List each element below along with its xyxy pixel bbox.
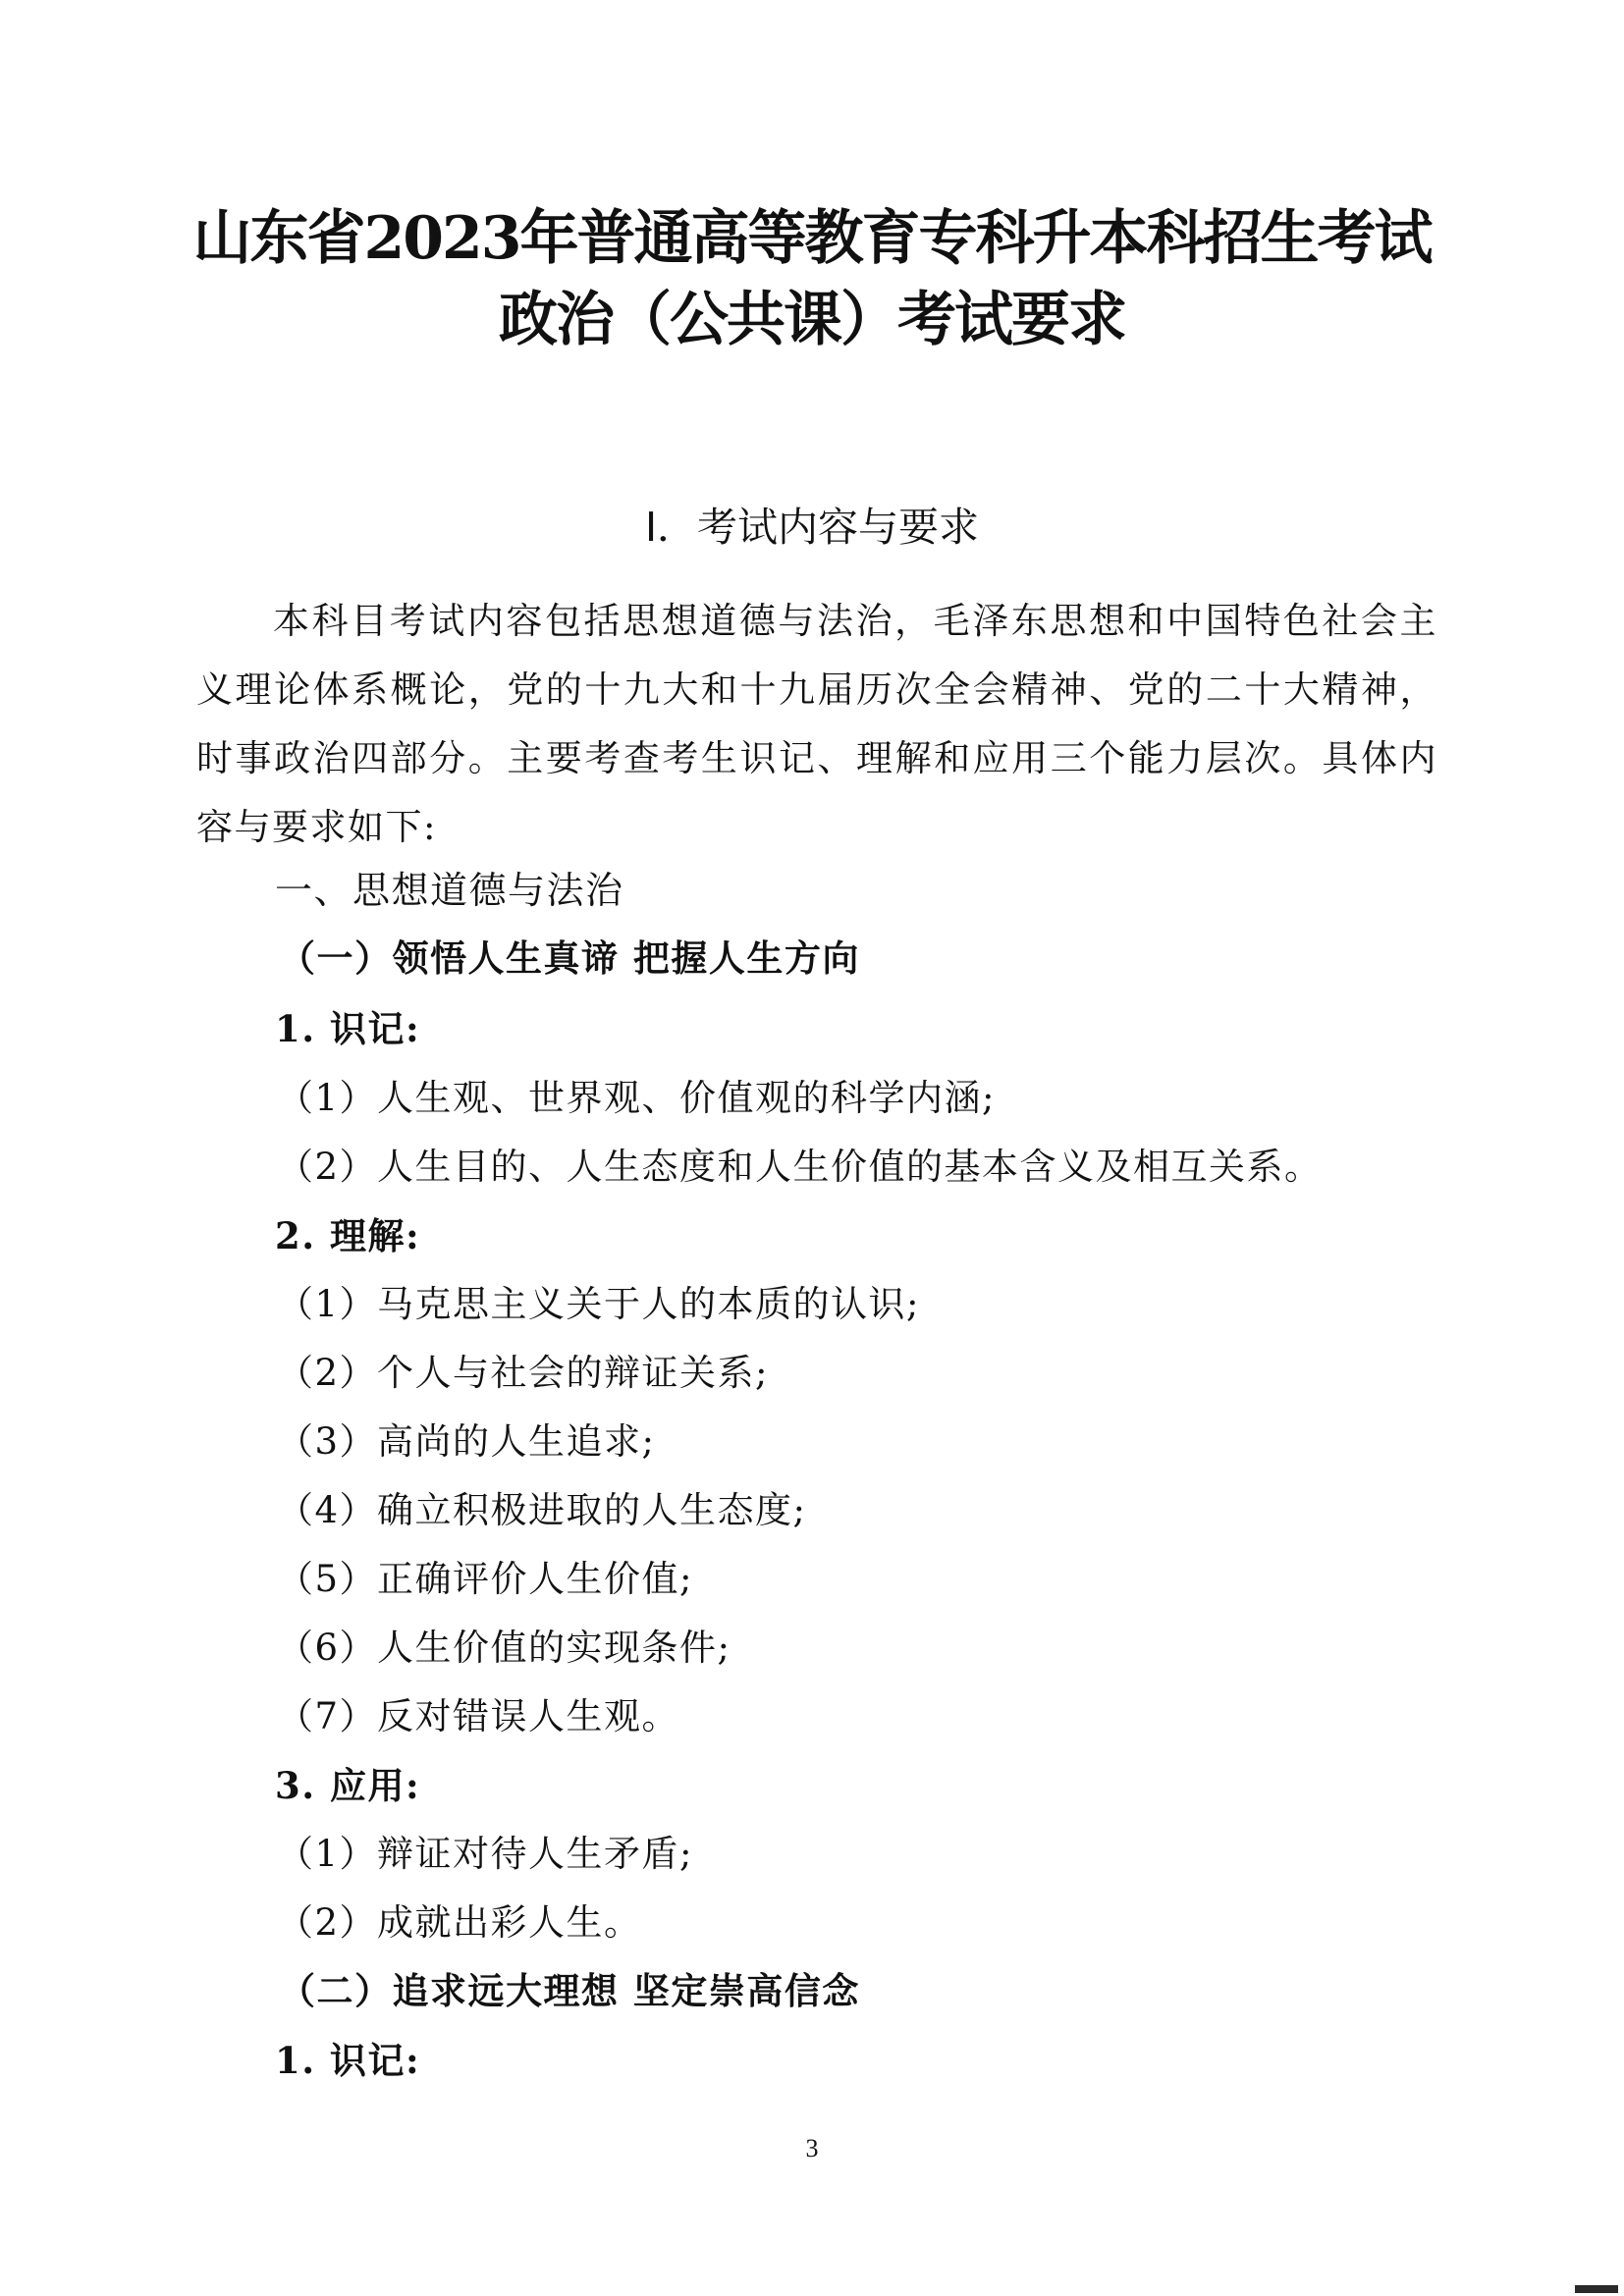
list-item: （6）人生价值的实现条件; [277,1627,731,1669]
chapter-heading: （一）领悟人生真谛 把握人生方向 [279,937,860,980]
level-heading: 1. 识记: [275,2039,421,2082]
intro-paragraph: 本科目考试内容包括思想道德与法治，毛泽东思想和中国特色社会主义理论体系概论，党的十九大和十九届历次全会精神、党的二十大精神，时事政治四部分。主要考查考生识记、理解和应用三个能力层次。具体内容与要求如下: [196,600,1437,848]
list-item: （7）反对错误人生观。 [277,1695,680,1737]
list-item: （2）人生目的、人生态度和人生价值的基本含义及相互关系。 [277,1146,1323,1188]
list-item: （1）辩证对待人生矛盾; [277,1833,694,1875]
level-heading: 2. 理解: [275,1214,421,1257]
chapter-heading: （二）追求远大理想 坚定崇高信念 [279,1970,860,2012]
level-heading: 3. 应用: [275,1764,421,1807]
document-title-line-2: 政治（公共课）考试要求 [499,286,1125,354]
document-title-line-1: 山东省2023年普通高等教育专科升本科招生考试 [192,204,1432,273]
level-heading: 1. 识记: [275,1007,421,1050]
list-item: （1）马克思主义关于人的本质的认识; [277,1283,921,1325]
list-item: （1）人生观、世界观、价值观的科学内涵; [277,1077,997,1119]
corner-watermark-mark [1575,2285,1618,2293]
page-number: 3 [805,2134,819,2163]
list-item: （2）成就出彩人生。 [277,1901,642,1944]
section-heading: Ⅰ．考试内容与要求 [644,504,980,551]
list-item: （3）高尚的人生追求; [277,1420,656,1463]
list-item: （2）个人与社会的辩证关系; [277,1352,770,1394]
list-item: （4）确立积极进取的人生态度; [277,1489,807,1531]
part-heading: 一、思想道德与法治 [275,869,624,912]
list-item: （5）正确评价人生价值; [277,1558,694,1600]
